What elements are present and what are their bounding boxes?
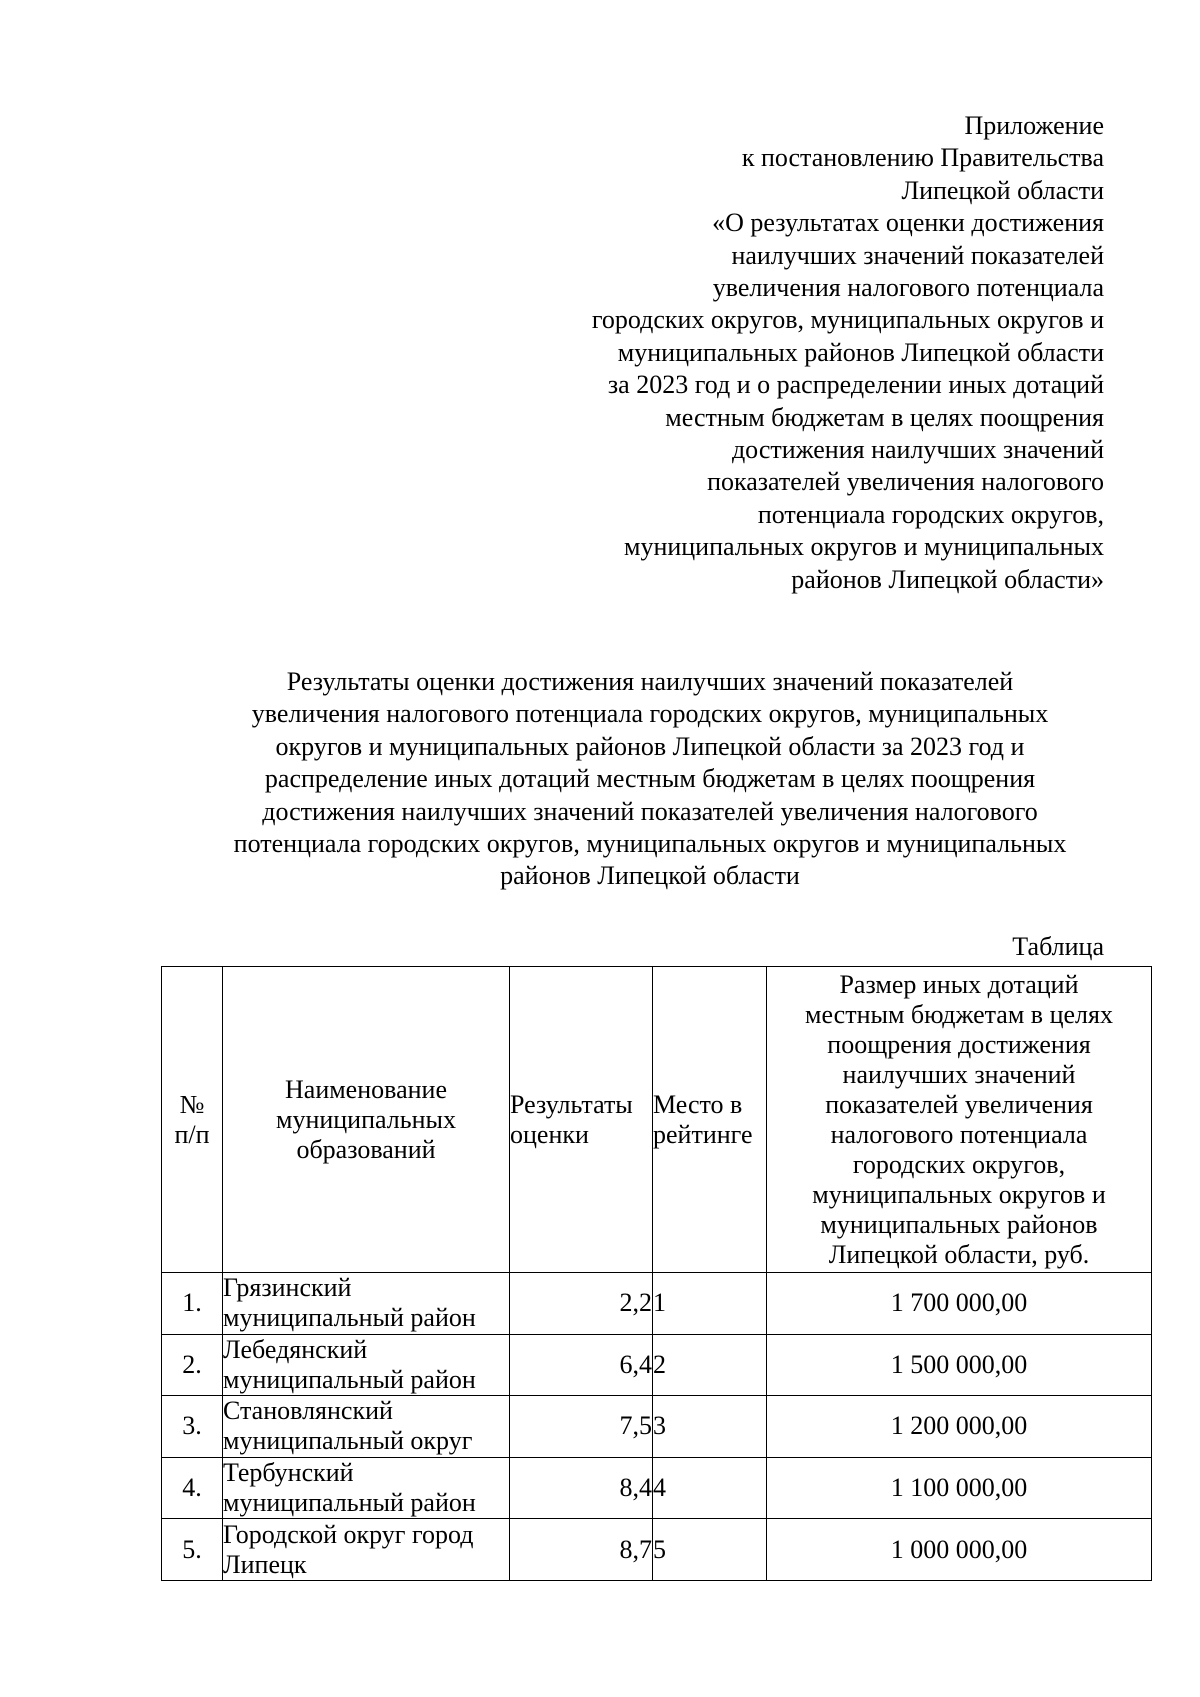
- header-number: [162, 967, 223, 1273]
- header-amount-line: наилучших значений: [842, 1059, 1076, 1089]
- title-line: увеличения налогового потенциала городских округов, муниципальных: [251, 699, 1049, 729]
- appendix-line: наилучших значений показателей: [731, 240, 1104, 270]
- table-caption: Таблица: [1012, 932, 1104, 961]
- table-row: [162, 1396, 1152, 1458]
- appendix-line: муниципальных районов Липецкой области: [617, 337, 1104, 367]
- title-line: Результаты оценки достижения наилучших значений показателей: [286, 667, 1014, 696]
- header-place: [653, 967, 767, 1273]
- row-amount: 1 000 000,00: [767, 1519, 1152, 1581]
- header-amount-line: Размер иных дотаций: [839, 969, 1079, 999]
- header-amount-line: муниципальных районов: [820, 1209, 1098, 1239]
- header-place-line: Место в: [653, 1089, 743, 1119]
- row-amount: 1 200 000,00: [767, 1396, 1152, 1458]
- row-number: 1.: [162, 1273, 223, 1335]
- appendix-line: «О результатах оценки достижения: [712, 208, 1104, 238]
- row-name-line: муниципальный район: [223, 1303, 476, 1333]
- row-number: 4.: [162, 1457, 223, 1519]
- header-score: [510, 967, 653, 1273]
- row-name: [223, 1334, 510, 1396]
- title-line: распределение иных дотаций местным бюджетам в целях поощрения: [264, 764, 1036, 794]
- row-place: 5: [653, 1519, 767, 1581]
- header-amount-line: поощрения достижения: [827, 1029, 1091, 1059]
- appendix-line: показателей увеличения налогового: [707, 467, 1104, 497]
- row-score: 2,2: [510, 1273, 653, 1335]
- row-name: [223, 1396, 510, 1458]
- row-name: [223, 1457, 510, 1519]
- appendix-line: за 2023 год и о распределении иных дотаций: [607, 370, 1104, 400]
- table-row: [162, 1519, 1152, 1581]
- row-name: [223, 1519, 510, 1581]
- results-table: [161, 966, 1152, 1581]
- title-line: районов Липецкой области: [500, 861, 800, 891]
- header-number-line: п/п: [174, 1119, 210, 1149]
- row-name-line: Грязинский: [223, 1273, 352, 1303]
- appendix-line: муниципальных округов и муниципальных: [623, 532, 1104, 562]
- header-name-line: образований: [296, 1134, 436, 1164]
- title-line: округов и муниципальных районов Липецкой области за 2023 год и: [275, 731, 1025, 761]
- header-amount-line: местным бюджетам в целях: [805, 999, 1113, 1029]
- appendix-line: достижения наилучших значений: [731, 435, 1104, 465]
- row-number: 5.: [162, 1519, 223, 1581]
- row-place: 1: [653, 1273, 767, 1335]
- header-score-line: Результаты: [510, 1089, 633, 1119]
- row-number: 3.: [162, 1396, 223, 1458]
- header-amount-line: налогового потенциала: [830, 1119, 1088, 1149]
- title-line: достижения наилучших значений показателей увеличения налогового: [262, 796, 1038, 826]
- appendix-line: районов Липецкой области»: [791, 564, 1104, 594]
- row-name-line: муниципальный район: [223, 1488, 476, 1518]
- header-name-line: муниципальных: [275, 1104, 456, 1134]
- row-name-line: Городской округ город: [223, 1519, 474, 1549]
- header-amount-line: городских округов,: [852, 1149, 1066, 1179]
- header-name-line: Наименование: [285, 1074, 447, 1104]
- appendix-line: местным бюджетам в целях поощрения: [665, 402, 1104, 432]
- header-score-line: оценки: [510, 1119, 589, 1149]
- row-score: 6,4: [510, 1334, 653, 1396]
- row-amount: 1 700 000,00: [767, 1273, 1152, 1335]
- row-place: 3: [653, 1396, 767, 1458]
- row-name-line: Лебедянский: [223, 1334, 368, 1364]
- header-amount: [767, 967, 1152, 1273]
- table-row: [162, 1334, 1152, 1396]
- appendix-block: [464, 110, 1104, 596]
- header-number-line: №: [179, 1089, 205, 1119]
- header-name: [223, 967, 510, 1273]
- row-amount: 1 100 000,00: [767, 1457, 1152, 1519]
- header-amount-line: показателей увеличения: [825, 1089, 1093, 1119]
- row-place: 4: [653, 1457, 767, 1519]
- document-title: [160, 666, 1140, 893]
- appendix-line: потенциала городских округов,: [757, 499, 1104, 529]
- header-place-line: рейтинге: [653, 1119, 753, 1149]
- table-row: [162, 1457, 1152, 1519]
- appendix-line: Приложение: [964, 111, 1104, 140]
- row-name-line: Тербунский: [223, 1458, 354, 1488]
- title-line: потенциала городских округов, муниципальных округов и муниципальных: [233, 829, 1067, 859]
- header-amount-line: Липецкой области, руб.: [828, 1239, 1090, 1269]
- row-name-line: Становлянский: [223, 1396, 393, 1426]
- row-score: 8,7: [510, 1519, 653, 1581]
- row-number: 2.: [162, 1334, 223, 1396]
- appendix-line: городских округов, муниципальных округов и: [591, 305, 1104, 335]
- header-amount-line: муниципальных округов и: [812, 1179, 1106, 1209]
- row-score: 7,5: [510, 1396, 653, 1458]
- appendix-line: увеличения налогового потенциала: [712, 273, 1104, 303]
- appendix-line: Липецкой области: [901, 175, 1104, 205]
- row-name-line: Липецк: [223, 1549, 307, 1579]
- row-name-line: муниципальный округ: [223, 1426, 473, 1456]
- row-place: 2: [653, 1334, 767, 1396]
- row-amount: 1 500 000,00: [767, 1334, 1152, 1396]
- row-name: [223, 1273, 510, 1335]
- table-header-row: [162, 967, 1152, 1273]
- appendix-line: к постановлению Правительства: [741, 143, 1104, 173]
- row-score: 8,4: [510, 1457, 653, 1519]
- row-name-line: муниципальный район: [223, 1364, 476, 1394]
- table-row: [162, 1273, 1152, 1335]
